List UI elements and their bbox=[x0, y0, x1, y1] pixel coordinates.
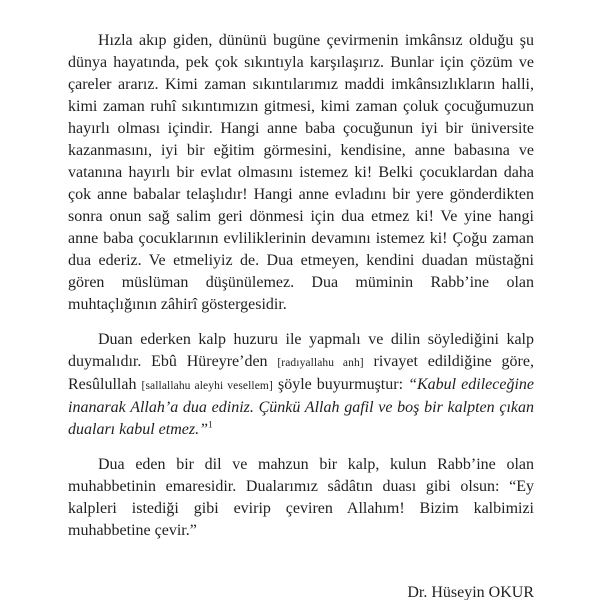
hadith-lead-text: Duan ederken kalp huzuru ile yapmalı ve dilin söylediğini kalp duymalıdır. Ebû Hüreyre’den bbox=[68, 331, 534, 370]
honorific-bracket-2: [sallallahu aleyhi vesellem] bbox=[141, 380, 273, 392]
hadith-mid-text-2: şöyle buyurmuştur: bbox=[272, 376, 409, 393]
hadith-mid-text-1: rivayet edildiğine göre, Resûlullah bbox=[68, 353, 534, 393]
hadith-paragraph bbox=[68, 329, 534, 441]
body-paragraph-1: Hızla akıp giden, dününü bugüne çevirmenin imkânsız olduğu şu dünya hayatında, pek çok sıkıntıyla karşılaşırız. Bunlar için çözüm ve çareler ararız. Kimi zaman sıkıntılarımız maddi imkânsızlıkların halli, kimi zaman ruhî sıkıntımızın gitmesi, kimi zaman çoluk çocuğumuzun hayırlı olması içindir. Hangi anne baba çocuğunun iyi bir üniversite kazanmasını, iyi bir eğitim görmesini, kendisine, anne babasına ve vatanına hayırlı bir evlat olmasını istemez ki! Belki çocuklardan daha çok anne babalar telaşlıdır! Hangi anne evladını bir yere gönderdikten sonra onun sağ salim geri dönmesi için dua etmez ki! Ve yine hangi anne baba çocuklarının evliliklerinin devamını istemez ki! Çoğu zaman dua ederiz. Ve etmeliyiz de. Dua etmeyen, kendini duadan müstağni gören müslüman düşünülemez. Dua müminin Rabb’ine olan muhtaçlığının zâhirî göstergesidir. bbox=[68, 32, 534, 313]
closing-paragraph: Dua eden bir dil ve mahzun bir kalp, kulun Rabb’ine olan muhabbetinin emaresidir. Dualarımız sâdâtın duası gibi olsun: “Ey kalpleri istediği gibi evirip çeviren Allahım! Bizim kalbimizi muhabbetine çevir.” bbox=[68, 456, 534, 539]
hadith-quote-text: “Kabul edileceğine inanarak Allah’a dua ediniz. Çünkü Allah gafil ve boş bir kalpten çıkan duaları kabul etmez.” bbox=[68, 376, 535, 438]
footnote-reference: 1 bbox=[208, 420, 213, 431]
author-signature: Dr. Hüseyin OKUR bbox=[407, 584, 534, 600]
honorific-bracket-1: [radıyallahu anh] bbox=[277, 357, 364, 369]
